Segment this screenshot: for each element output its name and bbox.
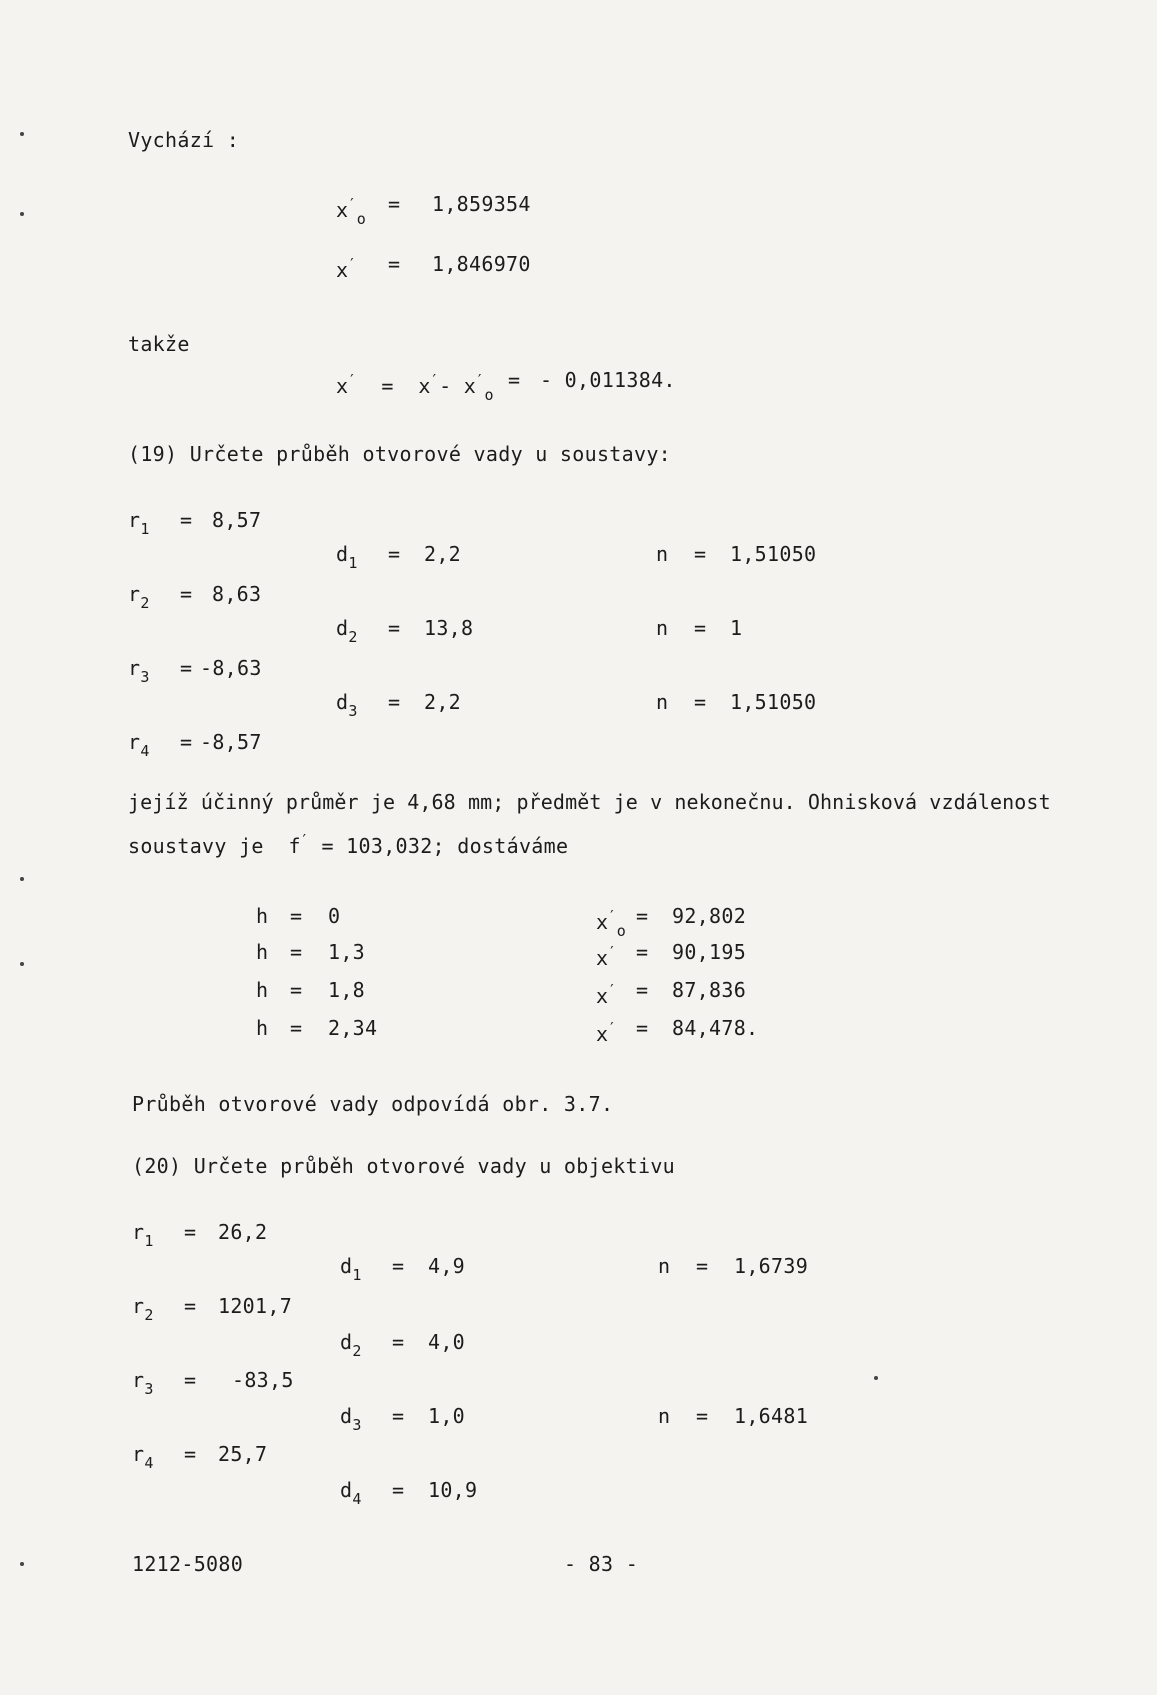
d3-symbol: $d_3$	[336, 690, 358, 720]
x-symbol: x′	[596, 1019, 617, 1046]
h3-value: 1,8	[328, 978, 366, 1002]
equals-sign: =	[636, 904, 649, 928]
r1-value: 8,57	[212, 508, 262, 532]
r1-symbol: $r_1$	[132, 1220, 154, 1250]
r1-symbol: $r_1$	[128, 508, 150, 538]
equals-sign: =	[388, 192, 401, 216]
equals-sign: =	[696, 1254, 709, 1278]
x-result-4: 84,478.	[672, 1016, 759, 1040]
footer-code: 1212-5080	[132, 1552, 244, 1576]
n3-value: 1,51050	[730, 690, 817, 714]
n2-value: 1	[730, 616, 743, 640]
r2-value: 8,63	[212, 582, 262, 606]
n-symbol: n	[658, 1404, 671, 1428]
equals-sign: =	[184, 1294, 197, 1318]
equals-sign: =	[508, 368, 521, 392]
r3-symbol: $r_3$	[128, 656, 150, 686]
d4-value: 10,9	[428, 1478, 478, 1502]
text-line2-end: = 103,032; dostáváme	[321, 834, 569, 858]
equals-sign: =	[184, 1220, 197, 1244]
equals-sign: =	[290, 904, 303, 928]
equals-sign: =	[180, 508, 193, 532]
task19-text-line1: jejíž účinný průměr je 4,68 mm; předmět je v nekonečnu. Ohnisková vzdálenost	[128, 790, 1051, 814]
margin-speck	[20, 212, 24, 216]
delta-value: - 0,011384.	[540, 368, 676, 392]
x-symbol: x′	[596, 943, 617, 970]
equals-sign: =	[388, 616, 401, 640]
equals-sign: =	[392, 1404, 405, 1428]
equals-sign: =	[392, 1330, 405, 1354]
d1-value: 2,2	[424, 542, 462, 566]
h-symbol: h	[256, 978, 269, 1002]
equals-sign: =	[180, 656, 193, 680]
equals-sign: =	[184, 1368, 197, 1392]
equals-sign: =	[388, 690, 401, 714]
r4-value: -8,57	[200, 730, 262, 754]
d3-symbol: $d_3$	[340, 1404, 362, 1434]
x-symbol: x′	[336, 255, 357, 282]
r2-value: 1201,7	[218, 1294, 293, 1318]
page-number: - 83 -	[564, 1552, 639, 1576]
margin-speck	[20, 132, 24, 136]
r3-value: -83,5	[232, 1368, 294, 1392]
d2-value: 4,0	[428, 1330, 466, 1354]
r1-value: 26,2	[218, 1220, 268, 1244]
r3-symbol: $r_3$	[132, 1368, 154, 1398]
n1-value: 1,51050	[730, 542, 817, 566]
d4-symbol: $d_4$	[340, 1478, 362, 1508]
takze-label: takže	[128, 332, 190, 356]
equals-sign: =	[180, 582, 193, 606]
d1-symbol: $d_1$	[340, 1254, 362, 1284]
equals-sign: =	[696, 1404, 709, 1428]
d3-value: 2,2	[424, 690, 462, 714]
r2-symbol: $r_2$	[128, 582, 150, 612]
margin-speck	[20, 962, 24, 966]
equals-sign: =	[388, 542, 401, 566]
equals-sign: =	[388, 252, 401, 276]
x-result-2: 90,195	[672, 940, 747, 964]
delta-expression: x′ = x′- $x'_o$	[336, 371, 494, 404]
equals-sign: =	[636, 978, 649, 1002]
x-symbol: x′	[596, 981, 617, 1008]
equals-sign: =	[392, 1254, 405, 1278]
intro-heading: Vychází :	[128, 128, 240, 152]
n-symbol: n	[656, 542, 669, 566]
x0-symbol: $x'_o$	[336, 195, 367, 228]
task19-title: (19) Určete průběh otvorové vady u soustavy:	[128, 442, 672, 466]
x0-symbol: $x'_o$	[596, 907, 627, 940]
h2-value: 1,3	[328, 940, 366, 964]
d3-value: 1,0	[428, 1404, 466, 1428]
margin-speck	[20, 1562, 24, 1566]
n1-value: 1,6739	[734, 1254, 809, 1278]
d2-symbol: $d_2$	[340, 1330, 362, 1360]
text-line2-start: soustavy je	[128, 834, 264, 858]
f-prime-symbol: f′	[276, 831, 310, 858]
equals-sign: =	[636, 940, 649, 964]
equals-sign: =	[290, 940, 303, 964]
x0-value: 1,859354	[432, 192, 531, 216]
d2-symbol: $d_2$	[336, 616, 358, 646]
margin-speck	[20, 877, 24, 881]
d1-value: 4,9	[428, 1254, 466, 1278]
d1-symbol: $d_1$	[336, 542, 358, 572]
x-value: 1,846970	[432, 252, 531, 276]
n-symbol: n	[656, 690, 669, 714]
equals-sign: =	[290, 978, 303, 1002]
x-result-1: 92,802	[672, 904, 747, 928]
h4-value: 2,34	[328, 1016, 378, 1040]
equals-sign: =	[636, 1016, 649, 1040]
r3-value: -8,63	[200, 656, 262, 680]
task19-text-line2	[128, 828, 568, 858]
n2-value: 1,6481	[734, 1404, 809, 1428]
equals-sign: =	[392, 1478, 405, 1502]
task20-title: (20) Určete průběh otvorové vady u objektivu	[132, 1154, 676, 1178]
h-symbol: h	[256, 940, 269, 964]
h-symbol: h	[256, 904, 269, 928]
equals-sign: =	[694, 690, 707, 714]
r4-value: 25,7	[218, 1442, 268, 1466]
equals-sign: =	[694, 616, 707, 640]
equals-sign: =	[290, 1016, 303, 1040]
h-symbol: h	[256, 1016, 269, 1040]
h1-value: 0	[328, 904, 341, 928]
d2-value: 13,8	[424, 616, 474, 640]
r4-symbol: $r_4$	[128, 730, 150, 760]
task19-conclusion: Průběh otvorové vady odpovídá obr. 3.7.	[132, 1092, 614, 1116]
r2-symbol: $r_2$	[132, 1294, 154, 1324]
equals-sign: =	[694, 542, 707, 566]
n-symbol: n	[656, 616, 669, 640]
equals-sign: =	[180, 730, 193, 754]
equals-sign: =	[184, 1442, 197, 1466]
margin-speck	[874, 1376, 878, 1380]
r4-symbol: $r_4$	[132, 1442, 154, 1472]
n-symbol: n	[658, 1254, 671, 1278]
x-result-3: 87,836	[672, 978, 747, 1002]
